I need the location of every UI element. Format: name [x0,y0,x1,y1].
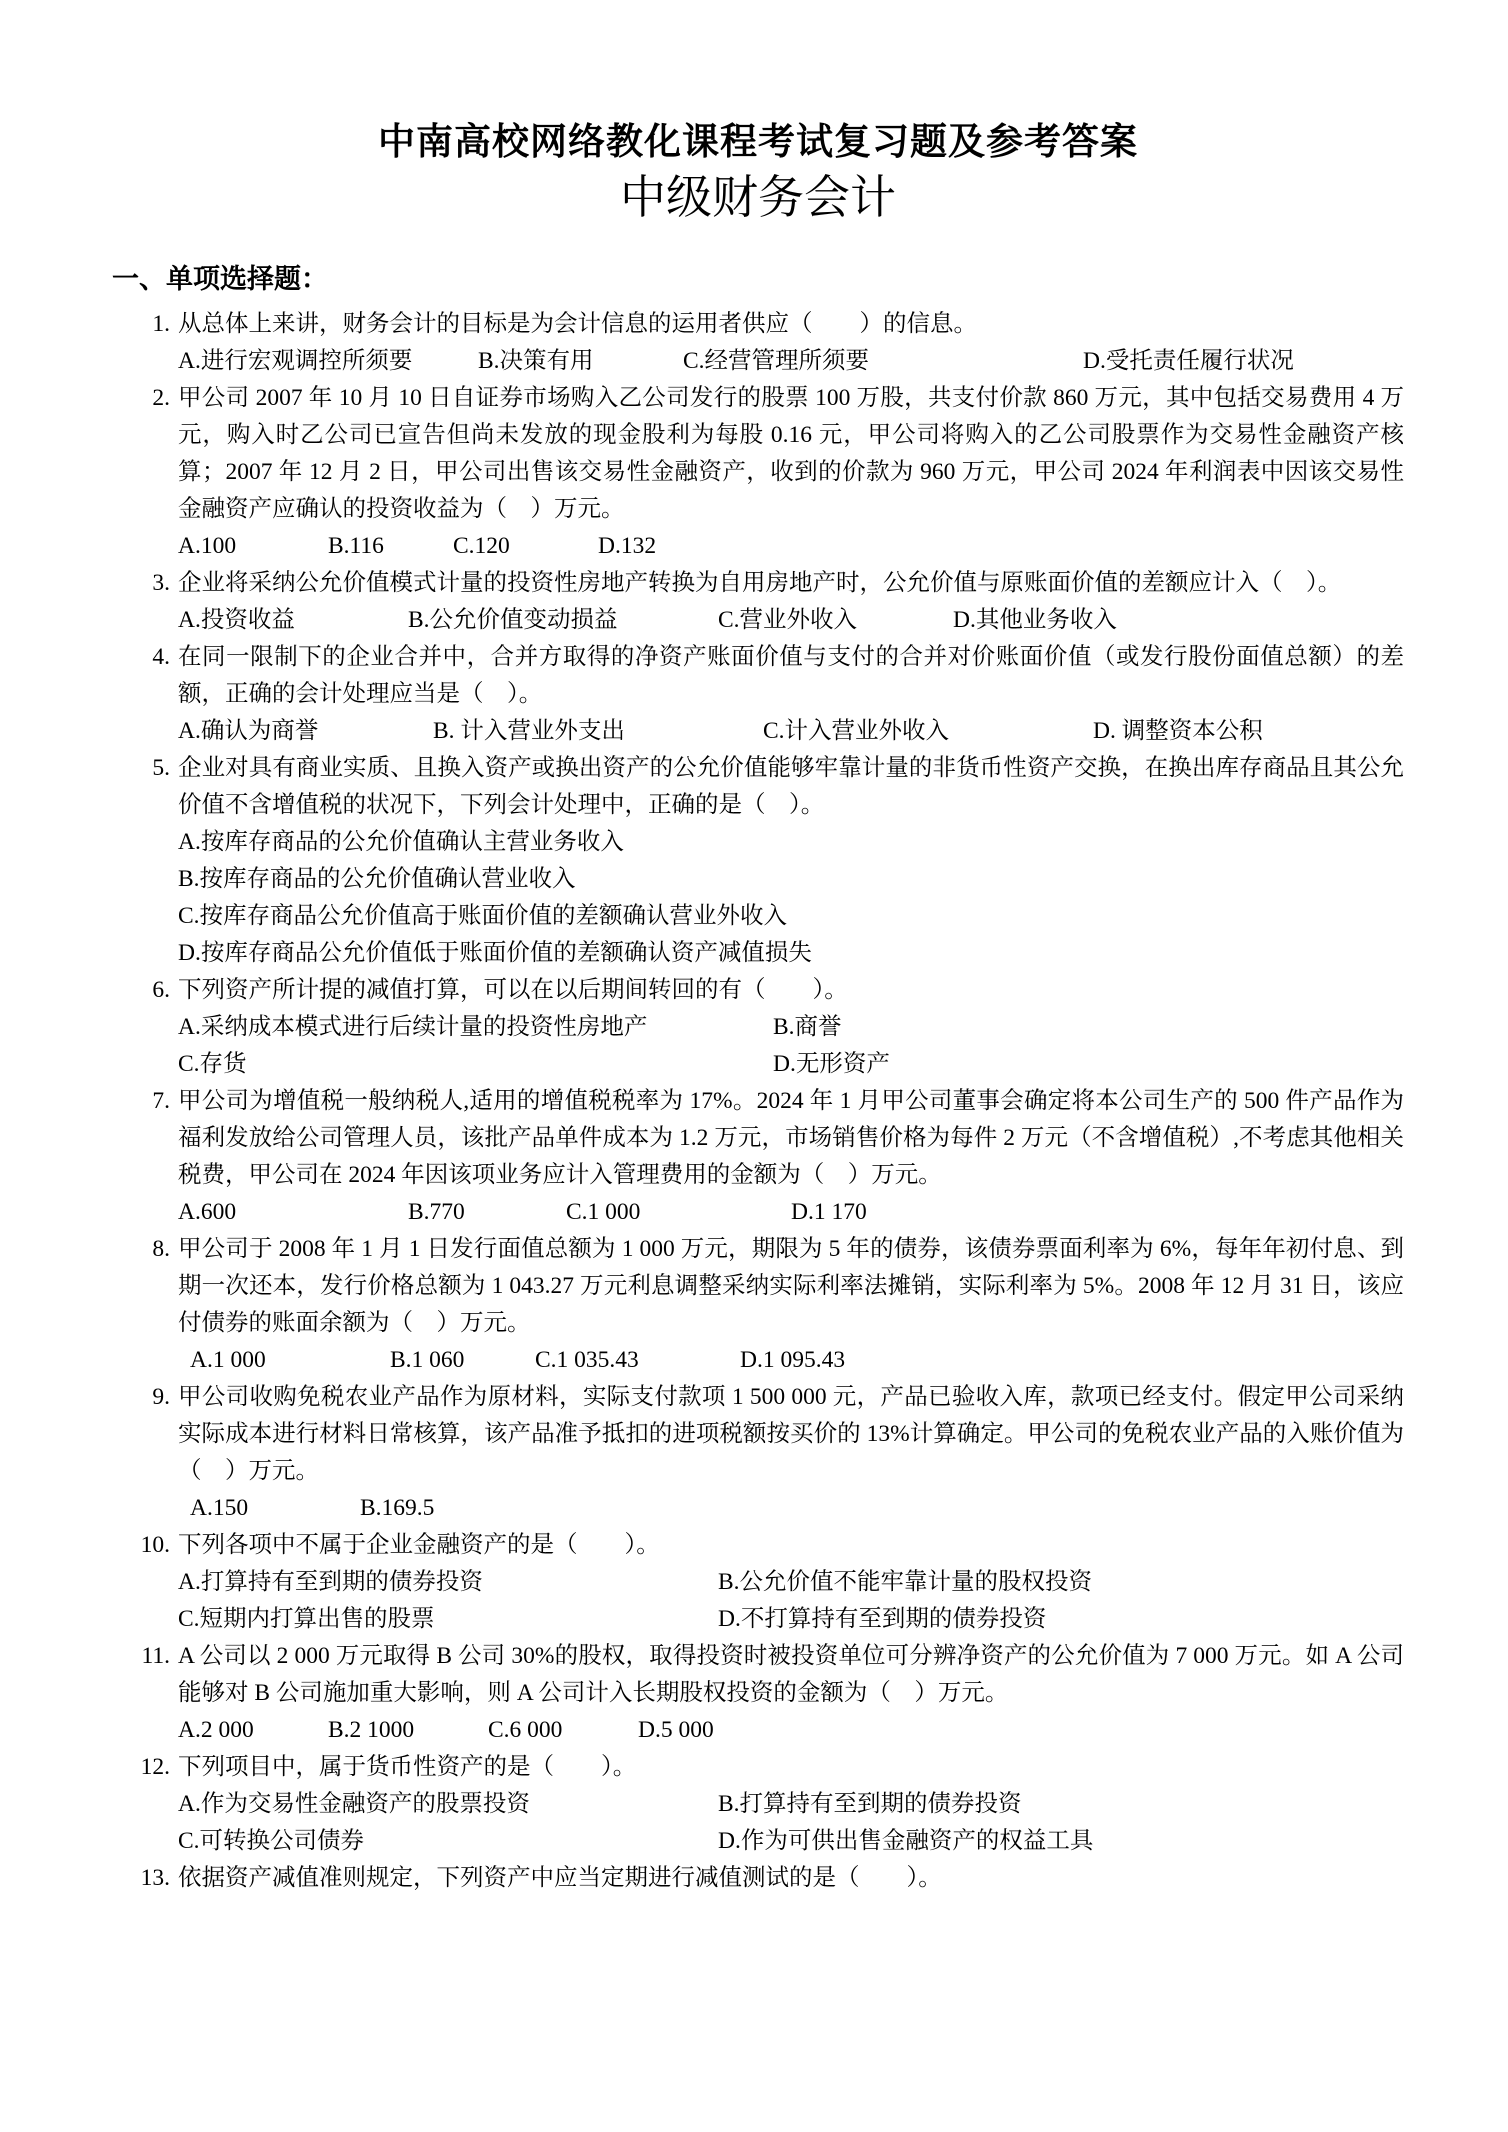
question-text: 依据资产减值准则规定，下列资产中应当定期进行减值测试的是（ ）。 [178,1865,942,1891]
option: C.6 000 [488,1717,563,1743]
option: D.受托责任履行状况 [1083,348,1294,374]
question-item [112,1860,1404,1897]
option-row [178,935,1404,972]
question-item [112,1527,1404,1638]
question-body [178,306,1404,380]
question-item [112,1749,1404,1860]
option: C.计入营业外收入 [763,718,950,744]
option: A.600 [178,1199,237,1225]
option: D.132 [598,533,657,559]
option-row [178,861,1404,898]
option: D.作为可供出售金融资产的权益工具 [718,1828,1094,1854]
question-body [178,750,1404,972]
option-row [178,1712,1404,1749]
option: C.短期内打算出售的股票 [178,1606,435,1632]
option-row [178,1194,1404,1231]
question-body [178,1749,1404,1860]
question-number: 5. [152,755,170,781]
question-body [178,1231,1404,1379]
question-body [178,1379,1404,1527]
option-row [178,1601,1404,1638]
question-item [112,750,1404,972]
option: C.营业外收入 [718,607,858,633]
option-row [178,713,1404,750]
option: D.1 170 [791,1199,867,1225]
option-row [178,1786,1404,1823]
question-body [178,1527,1404,1638]
option: B.打算持有至到期的债券投资 [718,1791,1022,1817]
question-item [112,1638,1404,1749]
option: B.2 1000 [328,1717,415,1743]
question-text: 企业将采纳公允价值模式计量的投资性房地产转换为自用房地产时，公允价值与原账面价值的差额应计入（ ）。 [178,570,1342,596]
option-row [178,1342,1404,1379]
page-subtitle: 中级财务会计 [620,171,896,223]
question-text: 从总体上来讲，财务会计的目标是为会计信息的运用者供应（ ）的信息。 [178,311,977,337]
option: C.120 [453,533,510,559]
question-item [112,306,1404,380]
question-item [112,639,1404,750]
question-number: 3. [152,570,170,596]
question-text: 甲公司 2007 年 10 月 10 日自证券市场购入乙公司发行的股票 100 万股，共支付价款 860 万元，其中包括交易费用 4 万元，购入时乙公司已宣告但尚未发放的现金股利为每股 0.16 元，甲公司将购入的乙公司股票作为交易性金融资产核算；2007 年 12 月 2 日，甲公司出售该交易性金融资产，收到的价款为 960 万元，甲公司 2024 年利润表中因该交易性金融资产应确认的投资收益为（ ）万元。 [178,385,1404,522]
option: A.1 000 [190,1347,266,1373]
question-body [178,1638,1404,1749]
question-text: 甲公司于 2008 年 1 月 1 日发行面值总额为 1 000 万元，期限为 5 年的债券，该债券票面利率为 6%，每年年初付息、到期一次还本，发行价格总额为 1 043.27 万元利息调整采纳实际利率法摊销，实际利率为 5%。2008 年 12 月 31 日，该应付债券的账面余额为（ ）万元。 [178,1236,1404,1336]
option: B.公允价值变动损益 [408,607,618,633]
question-body [178,1860,1404,1897]
question-body [178,380,1404,565]
option: B.决策有用 [478,348,594,374]
option: A.确认为商誉 [178,718,319,744]
option: A.进行宏观调控所须要 [178,348,413,374]
option: B.1 060 [390,1347,465,1373]
option: D. 调整资本公积 [1093,718,1263,744]
option: A.采纳成本模式进行后续计量的投资性房地产 [178,1014,648,1040]
option-row [178,1564,1404,1601]
option: C.可转换公司债券 [178,1828,365,1854]
option: B.商誉 [773,1014,842,1040]
option-row [178,1490,1404,1527]
option: A.打算持有至到期的债券投资 [178,1569,483,1595]
option: B.公允价值不能牢靠计量的股权投资 [718,1569,1093,1595]
question-item [112,972,1404,1083]
question-number: 8. [152,1236,170,1262]
option: B.按库存商品的公允价值确认营业收入 [178,866,576,892]
question-body [178,639,1404,750]
option-row [178,1823,1404,1860]
question-number: 10. [140,1532,170,1558]
option-row [178,824,1404,861]
option: A.投资收益 [178,607,295,633]
question-number: 1. [152,311,170,337]
question-body [178,565,1404,639]
option-row [178,528,1404,565]
question-body [178,972,1404,1083]
question-text: 甲公司收购免税农业产品作为原材料，实际支付款项 1 500 000 元，产品已验收入库，款项已经支付。假定甲公司采纳实际成本进行材料日常核算，该产品准予抵扣的进项税额按买价的 13%计算确定。甲公司的免税农业产品的入账价值为（ ）万元。 [178,1384,1404,1484]
option: C.1 000 [566,1199,641,1225]
option: D.不打算持有至到期的债券投资 [718,1606,1047,1632]
option: D.1 095.43 [740,1347,846,1373]
option: A.100 [178,533,237,559]
option: B. 计入营业外支出 [433,718,625,744]
section-heading: 一、单项选择题： [112,264,328,294]
option: A.2 000 [178,1717,254,1743]
question-number: 13. [140,1865,170,1891]
question-item [112,565,1404,639]
question-number: 12. [140,1754,170,1780]
option: C.1 035.43 [535,1347,639,1373]
page-title: 中南高校网络教化课程考试复习题及参考答案 [378,121,1138,162]
option: A.150 [190,1495,249,1521]
option: D.无形资产 [773,1051,890,1077]
question-item [112,1083,1404,1231]
option: C.按库存商品公允价值高于账面价值的差额确认营业外收入 [178,903,788,929]
question-text: 在同一限制下的企业合并中，合并方取得的净资产账面价值与支付的合并对价账面价值（或发行股份面值总额）的差额，正确的会计处理应当是（ ）。 [178,644,1404,707]
question-body [178,1083,1404,1231]
option: A.按库存商品的公允价值确认主营业务收入 [178,829,624,855]
option: C.经营管理所须要 [683,348,870,374]
option: D.5 000 [638,1717,714,1743]
option-row [178,602,1404,639]
question-text: A 公司以 2 000 万元取得 B 公司 30%的股权，取得投资时被投资单位可分辨净资产的公允价值为 7 000 万元。如 A 公司能够对 B 公司施加重大影响，则 A 公司计入长期股权投资的金额为（ ）万元。 [178,1643,1404,1706]
option: B.116 [328,533,384,559]
option: D.按库存商品公允价值低于账面价值的差额确认资产减值损失 [178,940,812,966]
question-number: 9. [152,1384,170,1410]
question-number: 2. [152,385,170,411]
question-text: 甲公司为增值税一般纳税人,适用的增值税税率为 17%。2024 年 1 月甲公司董事会确定将本公司生产的 500 件产品作为福利发放给公司管理人员，该批产品单件成本为 1.2 万元，市场销售价格为每件 2 万元（不含增值税）,不考虑其他相关税费，甲公司在 2024 年因该项业务应计入管理费用的金额为（ ）万元。 [178,1088,1404,1188]
question-text: 下列资产所计提的减值打算，可以在以后期间转回的有（ ）。 [178,977,848,1003]
option: B.770 [408,1199,465,1225]
option: B.169.5 [360,1495,435,1521]
option-row [178,1009,1404,1046]
question-item [112,380,1404,565]
option-row [178,1046,1404,1083]
question-list [112,306,1404,1897]
question-number: 4. [152,644,170,670]
option: D.其他业务收入 [953,607,1117,633]
question-item [112,1231,1404,1379]
option-row [178,898,1404,935]
option-row [178,343,1404,380]
question-text: 下列各项中不属于企业金融资产的是（ ）。 [178,1532,660,1558]
option: C.存货 [178,1051,247,1077]
question-text: 下列项目中，属于货币性资产的是（ ）。 [178,1754,637,1780]
option: A.作为交易性金融资产的股票投资 [178,1791,530,1817]
question-item [112,1379,1404,1527]
question-text: 企业对具有商业实质、且换入资产或换出资产的公允价值能够牢靠计量的非货币性资产交换，在换出库存商品且其公允价值不含增值税的状况下，下列会计处理中，正确的是（ ）。 [178,755,1404,818]
question-number: 7. [152,1088,170,1114]
question-number: 11. [141,1643,170,1669]
question-number: 6. [152,977,170,1003]
